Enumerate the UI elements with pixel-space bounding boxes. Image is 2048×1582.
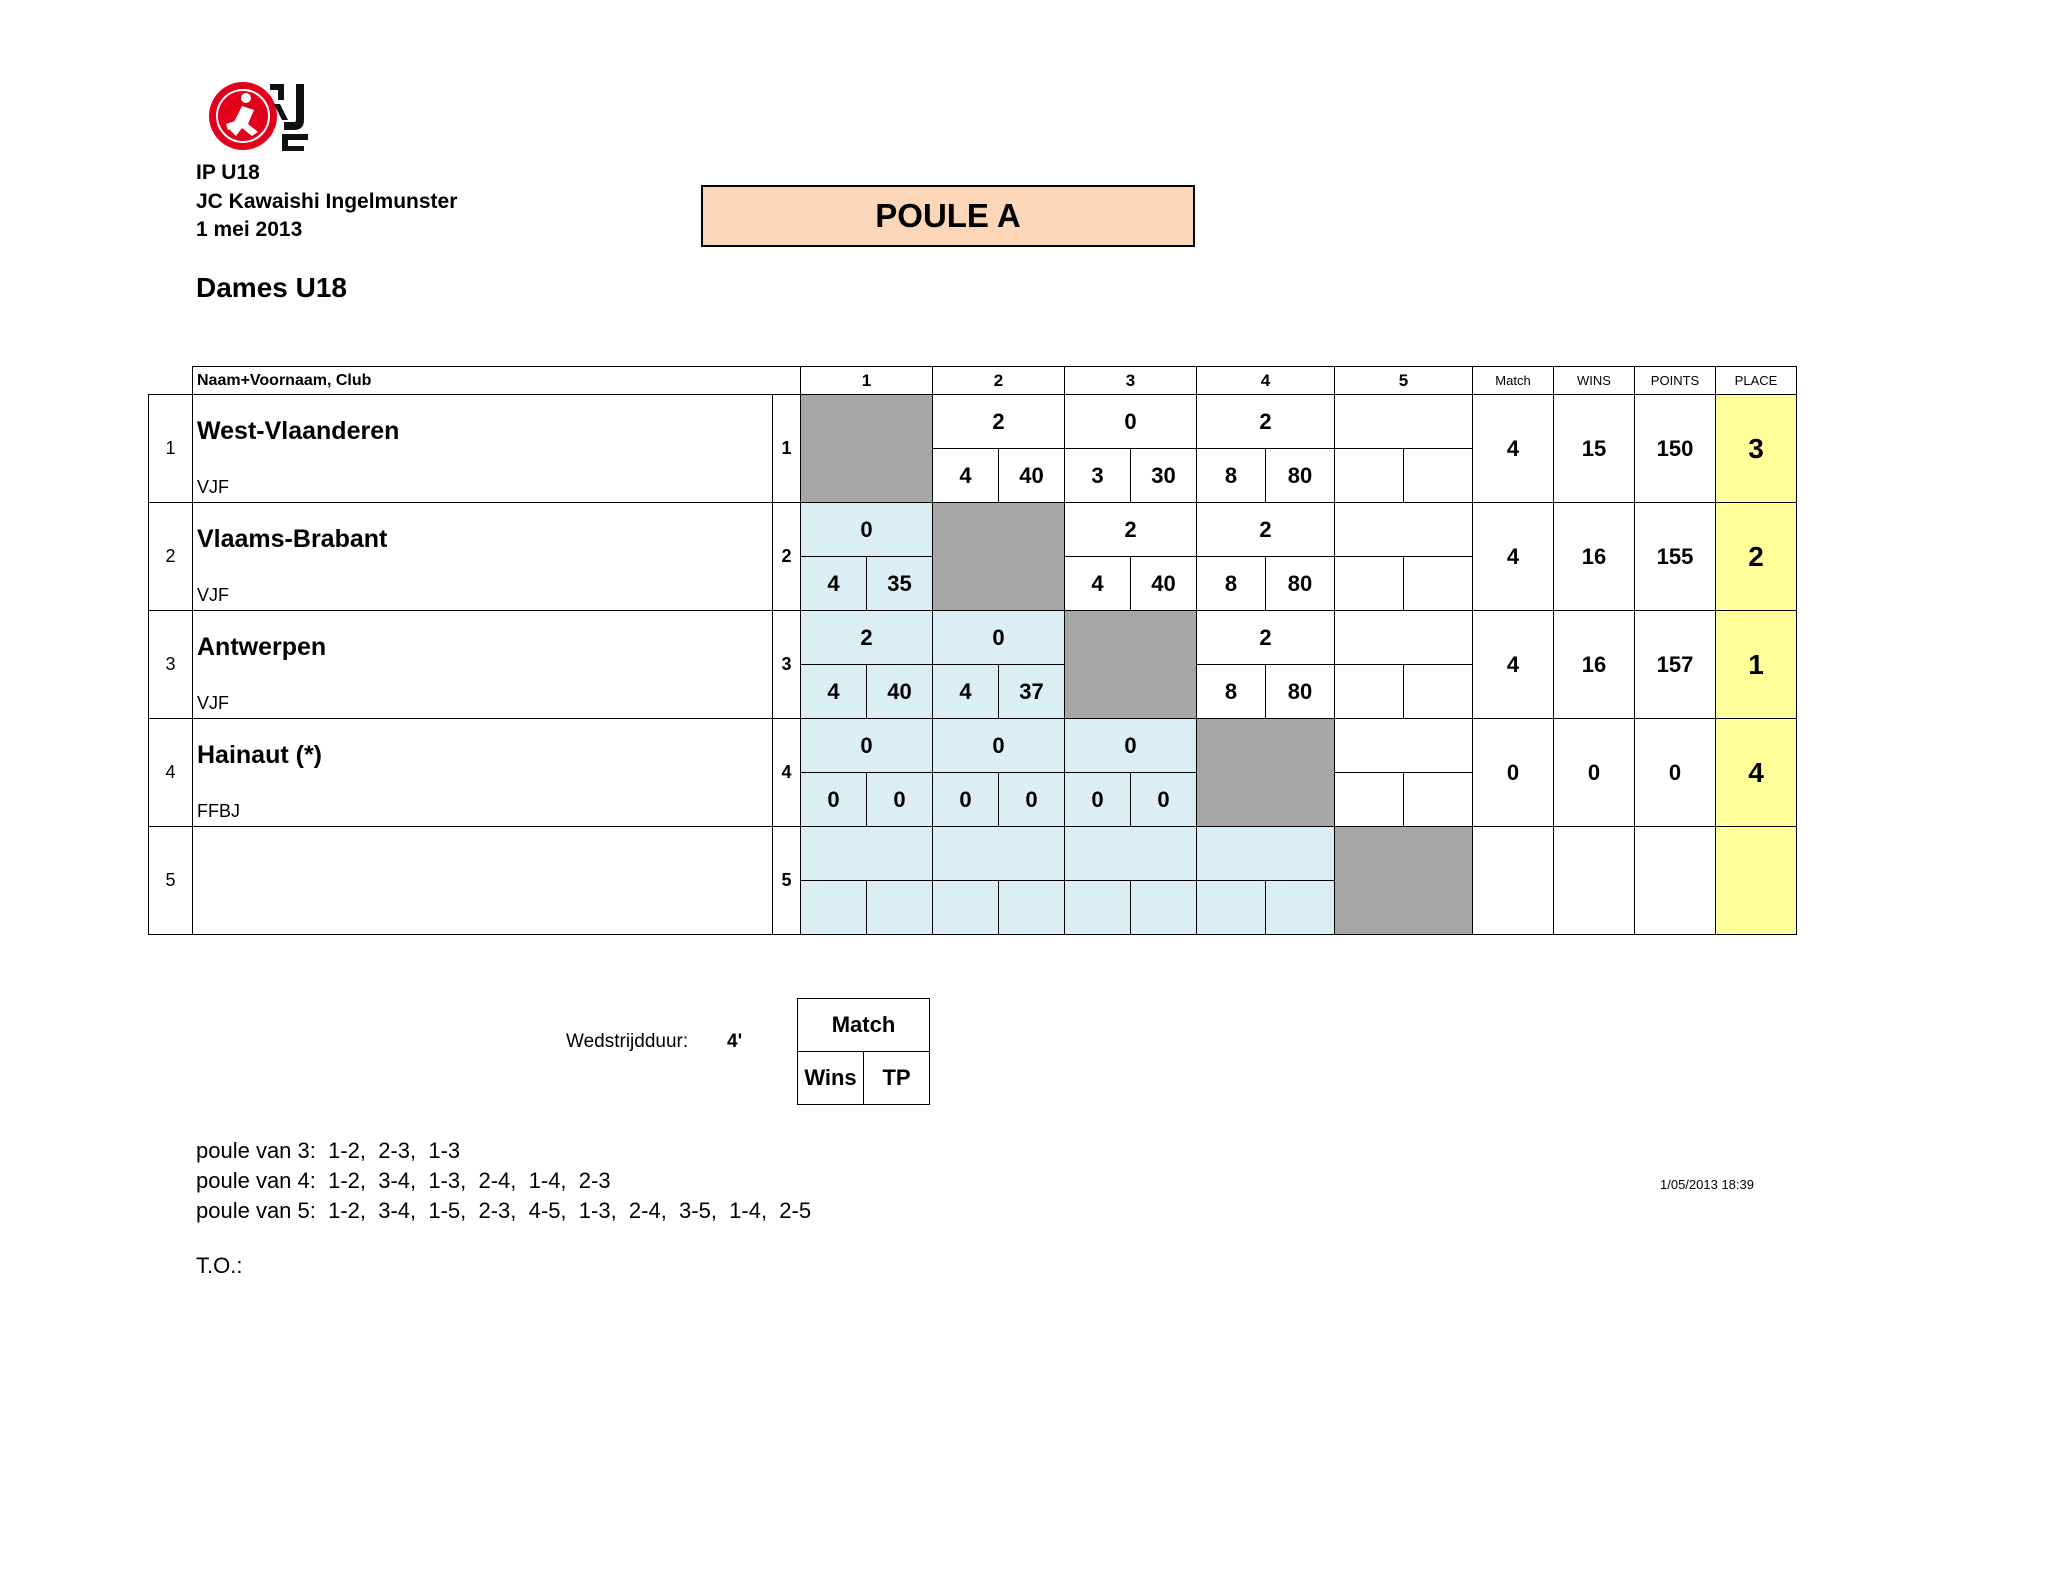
tp-cell (1266, 881, 1335, 935)
to-label: T.O.: (196, 1253, 243, 1278)
self-match-cell (801, 395, 933, 503)
row-index: 1 (149, 395, 193, 503)
place-value: 2 (1716, 503, 1797, 611)
competitor-name: West-Vlaanderen (197, 417, 400, 445)
match-result-cell: 0 (1065, 395, 1197, 449)
points-header: POINTS (1635, 367, 1716, 395)
points-total (1635, 827, 1716, 935)
points-total: 150 (1635, 395, 1716, 503)
event-name: IP U18 (196, 161, 260, 184)
row-number: 2 (773, 503, 801, 611)
match-total: 0 (1473, 719, 1554, 827)
match-result-cell (1197, 827, 1335, 881)
tp-cell: 80 (1266, 557, 1335, 611)
match-result-cell (1065, 827, 1197, 881)
place-value: 3 (1716, 395, 1797, 503)
tp-cell (999, 881, 1065, 935)
wins-cell: 4 (933, 665, 999, 719)
tp-cell (1131, 881, 1197, 935)
col-header-4: 4 (1197, 367, 1335, 395)
competitor-club: FFBJ (197, 801, 240, 821)
poule-table (148, 366, 1797, 935)
match-result-cell: 2 (933, 395, 1065, 449)
col-header-1: 1 (801, 367, 933, 395)
match-result-cell: 2 (801, 611, 933, 665)
table-row (149, 395, 1797, 449)
points-total: 157 (1635, 611, 1716, 719)
competitor-name: Hainaut (*) (197, 741, 322, 769)
tp-cell (1404, 773, 1473, 827)
wins-total (1554, 827, 1635, 935)
match-result-cell: 0 (933, 611, 1065, 665)
wins-cell: 3 (1065, 449, 1131, 503)
wins-cell (1335, 449, 1404, 503)
points-total: 155 (1635, 503, 1716, 611)
match-result-cell (933, 827, 1065, 881)
wins-cell: 0 (801, 773, 867, 827)
self-match-cell (1197, 719, 1335, 827)
competitor-club: VJF (197, 585, 230, 605)
wins-header: WINS (1554, 367, 1635, 395)
tp-cell (1404, 557, 1473, 611)
category-title: Dames U18 (196, 272, 347, 303)
wins-cell (1335, 557, 1404, 611)
tp-cell (1404, 449, 1473, 503)
wins-cell (1065, 881, 1131, 935)
row-number: 3 (773, 611, 801, 719)
rule-poule-5: poule van 5: 1-2, 3-4, 1-5, 2-3, 4-5, 1-3, 2-4, 3-5, 1-4, 2-5 (196, 1198, 812, 1223)
row-number: 5 (773, 827, 801, 935)
match-result-cell: 2 (1065, 503, 1197, 557)
match-result-cell: 0 (801, 719, 933, 773)
tp-cell (1404, 665, 1473, 719)
wins-cell (1335, 665, 1404, 719)
wins-cell: 8 (1197, 557, 1266, 611)
col-header-3: 3 (1065, 367, 1197, 395)
match-result-cell (1335, 719, 1473, 773)
place-value (1716, 827, 1797, 935)
self-match-cell (1065, 611, 1197, 719)
row-index: 4 (149, 719, 193, 827)
wins-cell: 4 (1065, 557, 1131, 611)
wins-cell (1335, 773, 1404, 827)
rule-poule-3: poule van 3: 1-2, 2-3, 1-3 (196, 1138, 461, 1163)
row-index: 3 (149, 611, 193, 719)
match-total: 4 (1473, 503, 1554, 611)
match-result-cell (1335, 395, 1473, 449)
competitor-cell (193, 611, 773, 719)
tp-cell: 35 (867, 557, 933, 611)
tp-cell: 0 (999, 773, 1065, 827)
match-result-cell (1335, 611, 1473, 665)
match-total: 4 (1473, 395, 1554, 503)
match-result-cell: 0 (801, 503, 933, 557)
wins-total: 16 (1554, 611, 1635, 719)
place-value: 4 (1716, 719, 1797, 827)
tp-cell: 37 (999, 665, 1065, 719)
row-index: 2 (149, 503, 193, 611)
wins-cell: 8 (1197, 665, 1266, 719)
tp-cell: 40 (1131, 557, 1197, 611)
row-index: 5 (149, 827, 193, 935)
row-number: 4 (773, 719, 801, 827)
match-result-cell: 2 (1197, 503, 1335, 557)
tp-cell: 0 (867, 773, 933, 827)
wins-cell (801, 881, 867, 935)
match-result-cell: 0 (1065, 719, 1197, 773)
competitor-cell (193, 395, 773, 503)
wins-cell: 8 (1197, 449, 1266, 503)
wins-cell: 4 (801, 665, 867, 719)
tp-cell: 80 (1266, 449, 1335, 503)
competitor-name: Antwerpen (197, 633, 327, 661)
wins-cell: 0 (933, 773, 999, 827)
competitor-club: VJF (197, 693, 230, 713)
wins-total: 0 (1554, 719, 1635, 827)
tp-cell: 40 (867, 665, 933, 719)
competitor-cell (193, 827, 773, 935)
tp-cell: 80 (1266, 665, 1335, 719)
timestamp: 1/05/2013 18:39 (1660, 1177, 1754, 1192)
legend-wins: Wins (798, 1052, 864, 1105)
corner-cell (149, 367, 193, 395)
match-header: Match (1473, 367, 1554, 395)
competitor-cell (193, 719, 773, 827)
competitor-name: Vlaams-Brabant (197, 525, 388, 553)
table-row (149, 827, 1797, 881)
col-header-2: 2 (933, 367, 1065, 395)
legend-box (797, 998, 930, 1105)
match-result-cell: 2 (1197, 395, 1335, 449)
wins-cell: 0 (1065, 773, 1131, 827)
vjf-logo-icon (208, 80, 314, 152)
points-total: 0 (1635, 719, 1716, 827)
table-row (149, 611, 1797, 665)
legend-match: Match (798, 999, 930, 1052)
event-club: JC Kawaishi Ingelmunster (196, 190, 458, 213)
wins-total: 15 (1554, 395, 1635, 503)
match-total: 4 (1473, 611, 1554, 719)
tp-cell: 0 (1131, 773, 1197, 827)
row-number: 1 (773, 395, 801, 503)
wins-cell (1197, 881, 1266, 935)
poule-title: POULE A (701, 185, 1195, 247)
match-result-cell: 2 (1197, 611, 1335, 665)
tp-cell (867, 881, 933, 935)
self-match-cell (1335, 827, 1473, 935)
match-result-cell (801, 827, 933, 881)
place-value: 1 (1716, 611, 1797, 719)
wins-cell (933, 881, 999, 935)
tp-cell: 40 (999, 449, 1065, 503)
tp-cell: 30 (1131, 449, 1197, 503)
match-total (1473, 827, 1554, 935)
rule-poule-4: poule van 4: 1-2, 3-4, 1-3, 2-4, 1-4, 2-3 (196, 1168, 611, 1193)
match-result-cell: 0 (933, 719, 1065, 773)
competitor-club: VJF (197, 477, 230, 497)
competitor-cell (193, 503, 773, 611)
table-row (149, 719, 1797, 773)
duration-label: Wedstrijdduur: (566, 1031, 689, 1052)
match-result-cell (1335, 503, 1473, 557)
wins-cell: 4 (801, 557, 867, 611)
table-row (149, 503, 1797, 557)
self-match-cell (933, 503, 1065, 611)
wins-total: 16 (1554, 503, 1635, 611)
name-header: Naam+Voornaam, Club (193, 367, 801, 395)
event-date: 1 mei 2013 (196, 218, 303, 241)
wins-cell: 4 (933, 449, 999, 503)
duration-value: 4' (727, 1031, 743, 1052)
col-header-5: 5 (1335, 367, 1473, 395)
poule-rules (196, 1136, 811, 1226)
legend-tp: TP (864, 1052, 930, 1105)
place-header: PLACE (1716, 367, 1797, 395)
